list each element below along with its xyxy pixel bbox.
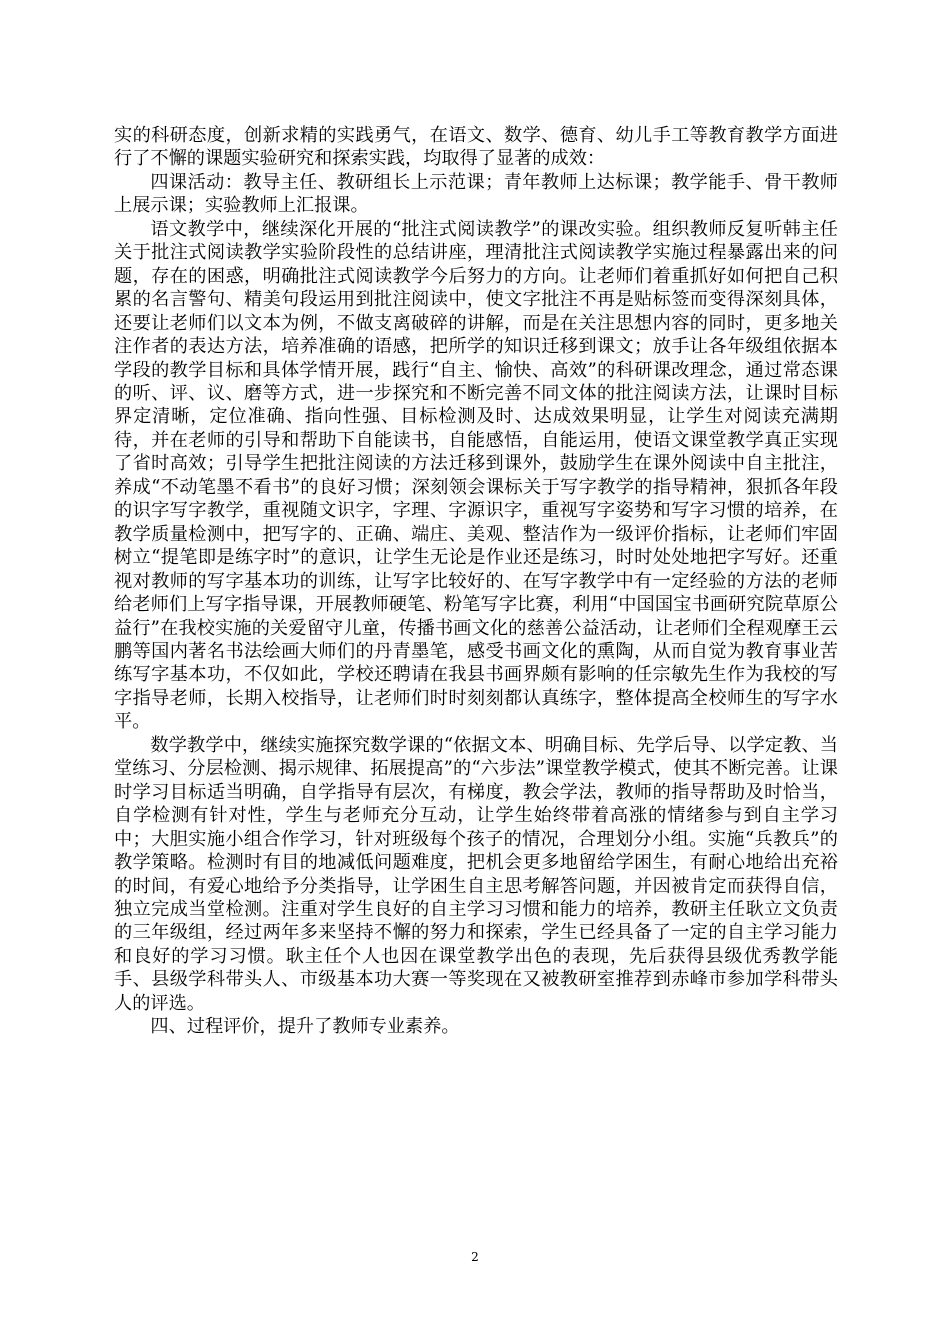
page-number: 2 (471, 1250, 479, 1264)
paragraph: 四课活动：教导主任、教研组长上示范课；青年教师上达标课；教学能手、骨干教师上展示课；实验教师上汇报课。 (114, 171, 838, 217)
paragraph: 语文教学中，继续深化开展的“批注式阅读教学”的课改实验。组织教师反复听韩主任关于批注式阅读教学实验阶段性的总结讲座，理清批注式阅读教学实施过程暴露出来的问题，存在的困惑，明确批注式阅读教学今后努力的方向。让老师们着重抓好如何把自己积累的名言警句、精美句段运用到批注阅读中，使文字批注不再是贴标签而变得深刻具体，还要让老师们以文本为例，不做支离破碎的讲解，而是在关注思想内容的同时，更多地关注作者的表达方法，培养准确的语感，把所学的知识迁移到课文；放手让各年级组依据本学段的教学目标和具体学情开展，践行“自主、愉快、高效”的科研课改理念，通过常态课的听、评、议、磨等方式，进一步探究和不断完善不同文体的批注阅读方法，让课时目标界定清晰，定位准确、指向性强、目标检测及时、达成效果明显，让学生对阅读充满期待，并在老师的引导和帮助下自能读书，自能感悟，自能运用，使语文课堂教学真正实现了省时高效；引导学生把批注阅读的方法迁移到课外，鼓励学生在课外阅读中自主批注，养成“不动笔墨不看书”的良好习惯；深刻领会课标关于写字教学的指导精神，狠抓各年段的识字写字教学，重视随文识字，字理、字源识字，重视写字姿势和写字习惯的培养，在教学质量检测中，把写字的、正确、端庄、美观、整洁作为一级评价指标，让老师们牢固树立“提笔即是练字时”的意识，让学生无论是作业还是练习，时时处处地把字写好。还重视对教师的写字基本功的训练，让写字比较好的、在写字教学中有一定经验的方法的老师给老师们上写字指导课，开展教师硬笔、粉笔写字比赛，利用“中国国宝书画研究院草原公益行”在我校实施的关爱留守儿童，传播书画文化的慈善公益活动，让老师们全程观摩王云鹏等国内著名书法绘画大师们的丹青墨笔，感受书画文化的熏陶，从而自觉为教育事业苦练写字基本功，不仅如此，学校还聘请在我县书画界颇有影响的任宗敏先生作为我校的写字指导老师，长期入校指导，让老师们时时刻刻都认真练字，整体提高全校师生的写字水平。 (114, 218, 838, 733)
paragraph: 实的科研态度，创新求精的实践勇气，在语文、数学、德育、幼儿手工等教育教学方面进行了不懈的课题实验研究和探索实践，均取得了显著的成效： (114, 125, 838, 170)
document-body (114, 124, 838, 1039)
paragraph: 数学教学中，继续实施探究数学课的“依据文本、明确目标、先学后导、以学定教、当堂练习、分层检测、揭示规律、拓展提高”的“六步法”课堂教学模式，使其不断完善。让课时学习目标适当明确，自学指导有层次，有梯度，教会学法，教师的指导帮助及时恰当，自学检测有针对性，学生与老师充分互动，让学生始终带着高涨的情绪参与到自主学习中；大胆实施小组合作学习，针对班级每个孩子的情况，合理划分小组。实施“兵教兵”的教学策略。检测时有目的地减低问题难度，把机会更多地留给学困生，有耐心地给出充裕的时间，有爱心地给予分类指导，让学困生自主思考解答问题，并因被肯定而获得自信，独立完成当堂检测。注重对学生良好的自主学习习惯和能力的培养，教研主任耿立文负责的三年级组，经过两年多来坚持不懈的努力和探索，学生已经具备了一定的自主学习能力和良好的学习习惯。耿主任个人也因在课堂教学出色的表现，先后获得县级优秀教学能手、县级学科带头人、市级基本功大赛一等奖现在又被教研室推荐到赤峰市参加学科带头人的评选。 (114, 734, 838, 1014)
paragraph: 四、过程评价，提升了教师专业素养。 (150, 1016, 460, 1038)
